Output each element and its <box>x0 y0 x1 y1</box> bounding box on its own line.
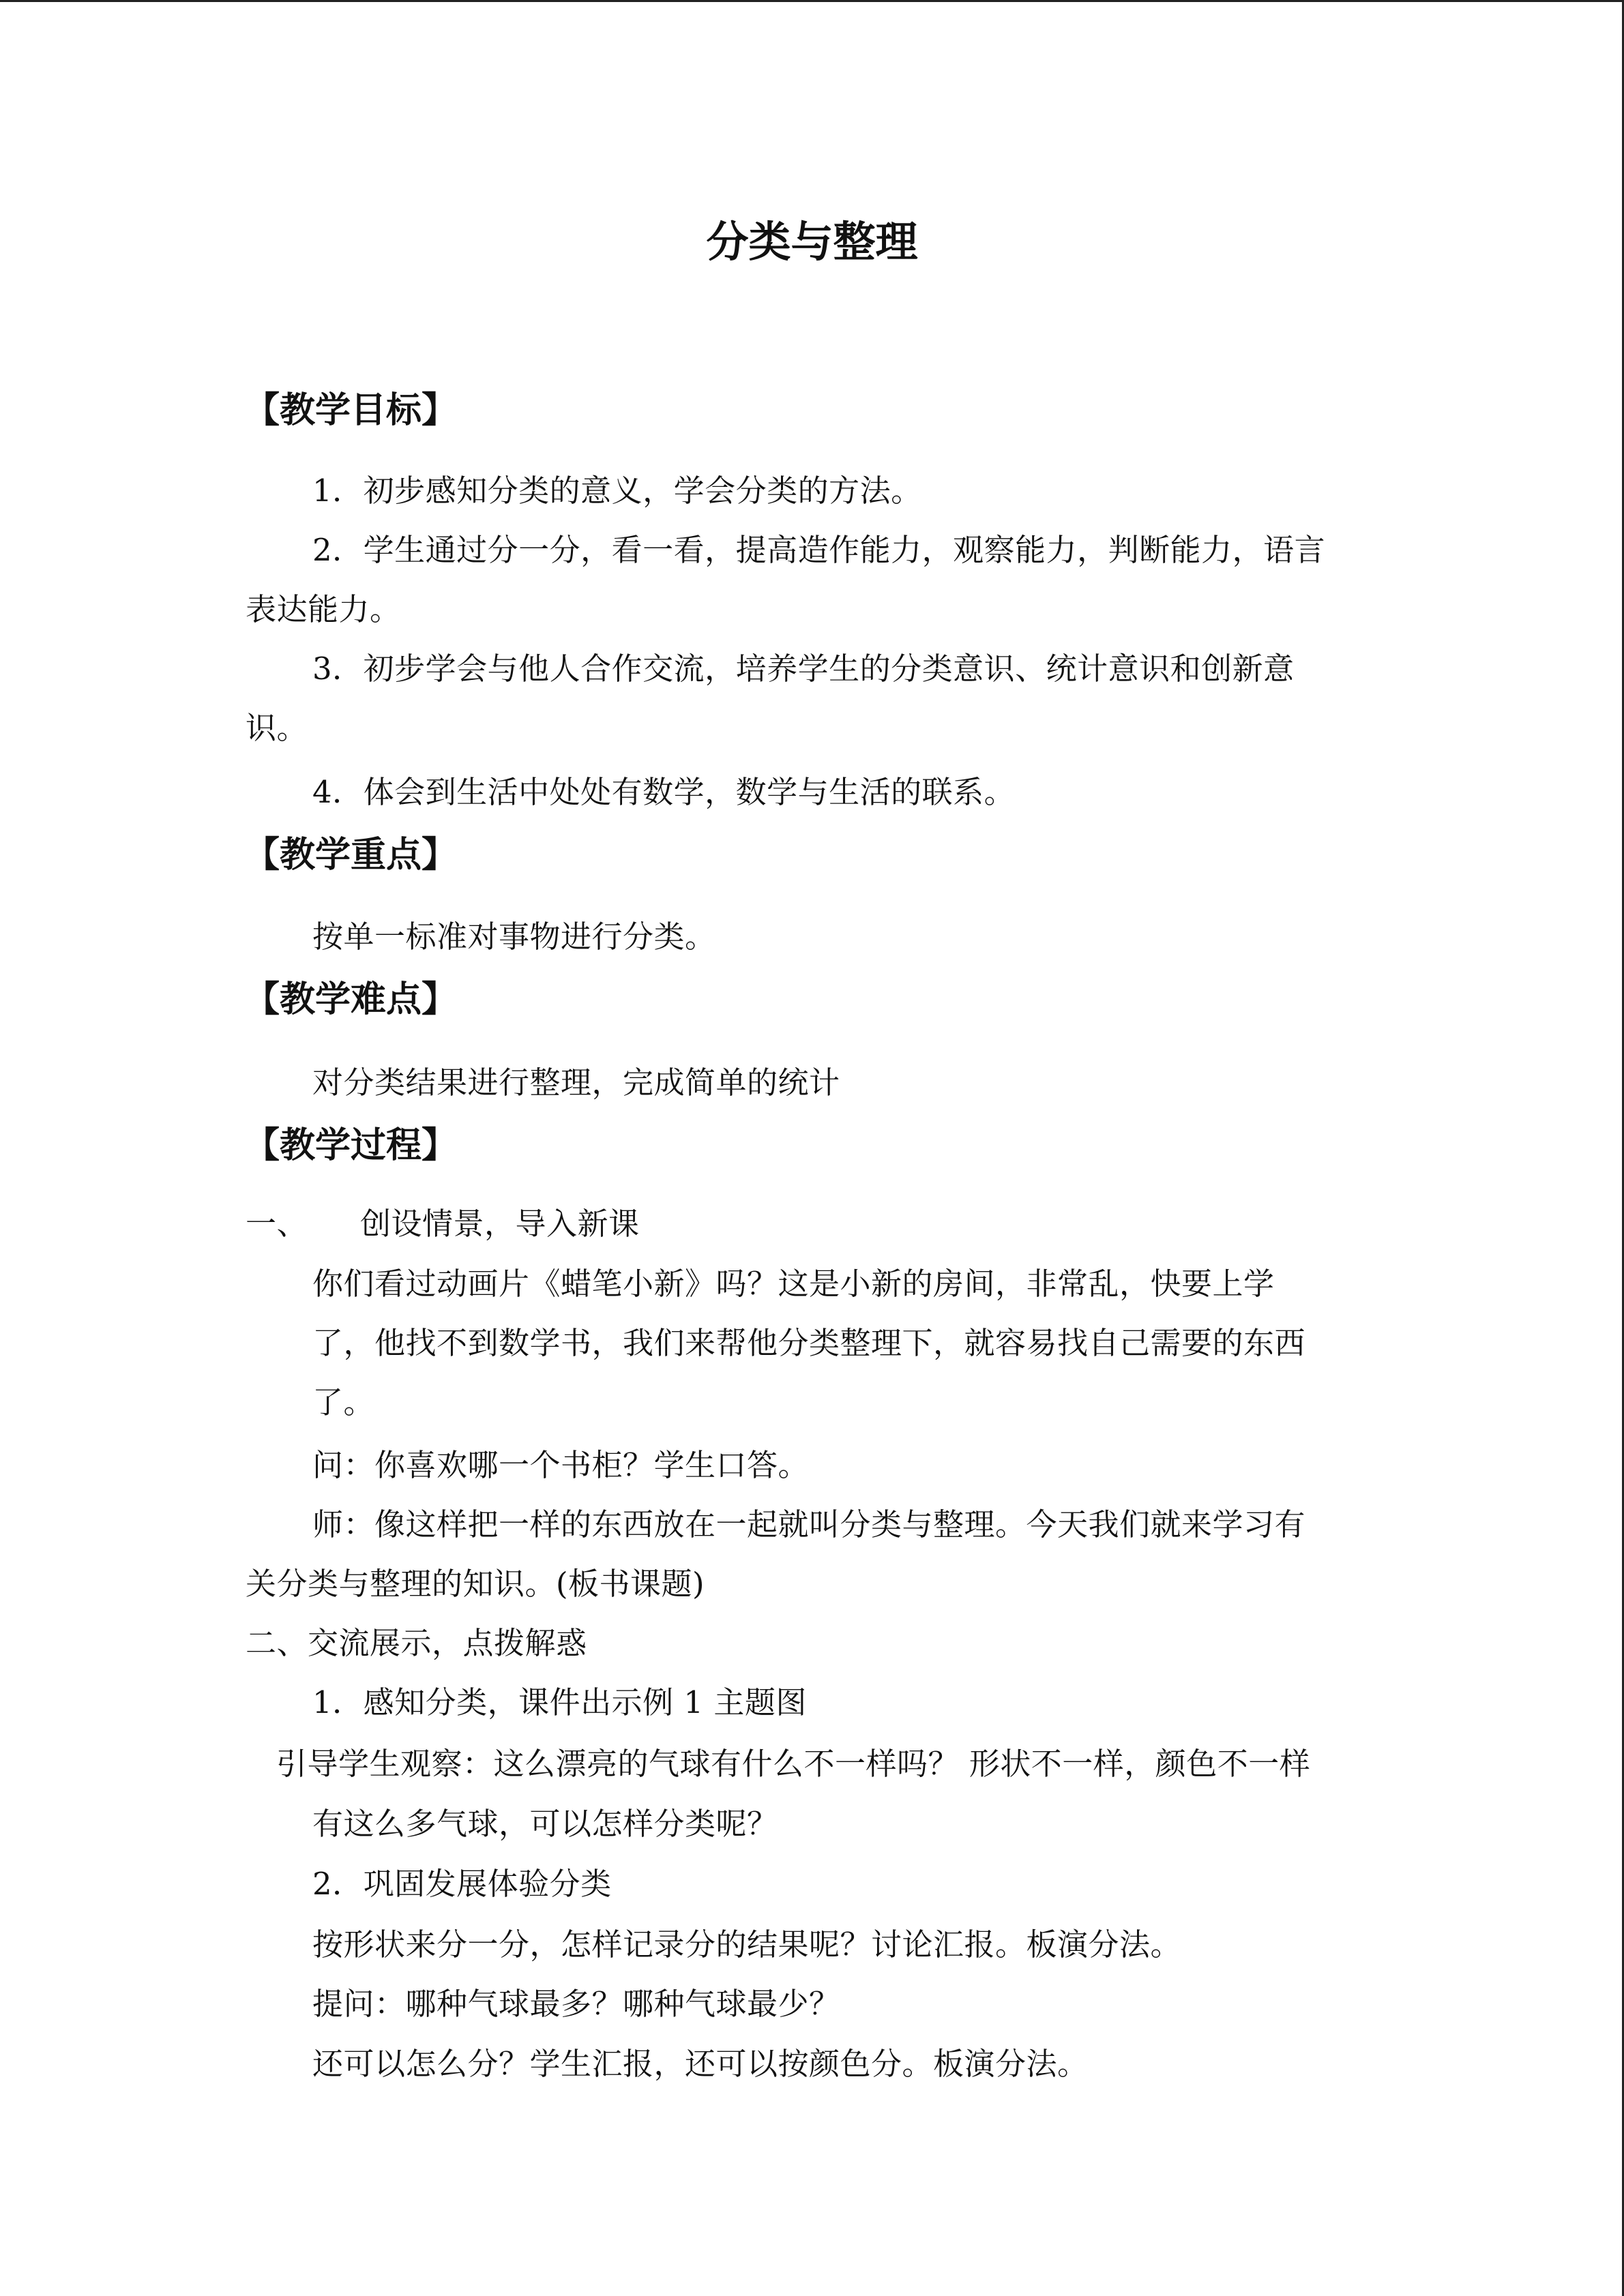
difficulty-text: 对分类结果进行整理，完成简单的统计 <box>312 1064 840 1101</box>
objective-4: 4．体会到生活中处处有数学，数学与生活的联系。 <box>312 774 1016 810</box>
section-2-line-b: 提问：哪种气球最多？哪种气球最少？ <box>312 1986 840 2022</box>
section-2-line-a: 按形状来分一分，怎样记录分的结果呢？讨论汇报。板演分法。 <box>312 1926 1182 1963</box>
section-2-line-c: 还可以怎么分？学生汇报，还可以按颜色分。板演分法。 <box>312 2046 1089 2082</box>
page-top-border <box>0 0 1624 2</box>
difficulty-heading: 【教学难点】 <box>244 979 458 1020</box>
section-1-number: 一、 <box>246 1206 308 1242</box>
process-heading: 【教学过程】 <box>244 1125 458 1166</box>
objective-2-line-2: 表达能力。 <box>246 591 401 627</box>
section-2-title: 二、交流展示，点拨解惑 <box>246 1625 587 1661</box>
section-1-paragraph-line-2: 了，他找不到数学书，我们来帮他分类整理下，就容易找自己需要的东西 <box>312 1325 1306 1361</box>
objective-1: 1．初步感知分类的意义，学会分类的方法。 <box>312 473 922 509</box>
objective-3-line-2: 识。 <box>246 710 308 746</box>
objective-3-line-1: 3．初步学会与他人合作交流，培养学生的分类意识、统计意识和创新意 <box>312 651 1295 687</box>
document-title: 分类与整理 <box>706 217 918 267</box>
section-1-question: 问：你喜欢哪一个书柜？学生口答。 <box>312 1447 810 1483</box>
section-2-item-2: 2．巩固发展体验分类 <box>312 1866 612 1902</box>
teacher-remark-line-1: 师：像这样把一样的东西放在一起就叫分类与整理。今天我们就来学习有 <box>312 1506 1306 1542</box>
section-1-paragraph-line-3: 了。 <box>312 1384 375 1420</box>
section-1-paragraph-line-1: 你们看过动画片《蜡笔小新》吗？这是小新的房间，非常乱，快要上学 <box>312 1266 1275 1302</box>
section-2-item-1: 1．感知分类，课件出示例 1 主题图 <box>312 1684 807 1720</box>
teacher-remark-line-2: 关分类与整理的知识。(板书课题) <box>246 1566 705 1602</box>
section-2-guide: 引导学生观察：这么漂亮的气球有什么不一样吗？ 形状不一样，颜色不一样 <box>276 1746 1311 1782</box>
key-point-text: 按单一标准对事物进行分类。 <box>312 919 716 955</box>
section-2-guide-2: 有这么多气球，可以怎样分类呢？ <box>312 1806 778 1842</box>
key-point-heading: 【教学重点】 <box>244 835 458 876</box>
objectives-heading: 【教学目标】 <box>244 390 458 431</box>
objective-2-line-1: 2．学生通过分一分，看一看，提高造作能力，观察能力，判断能力，语言 <box>312 532 1326 568</box>
section-1-title: 创设情景，导入新课 <box>360 1206 640 1242</box>
